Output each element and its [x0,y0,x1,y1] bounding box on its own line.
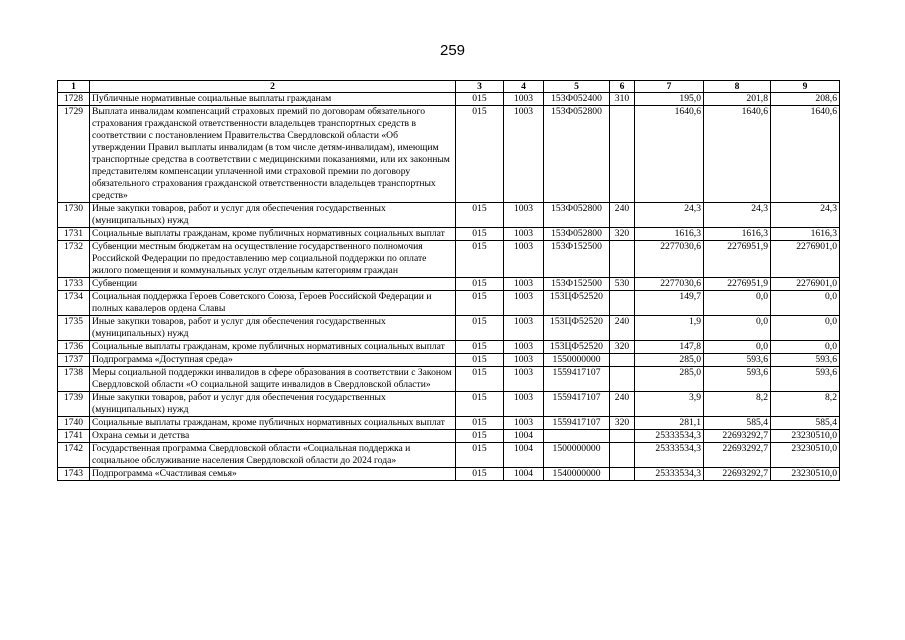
row-number-cell: 1729 [58,106,90,203]
ministry-code-cell: 015 [456,228,504,241]
description-cell: Социальные выплаты гражданам, кроме публичных нормативных социальных выплат [90,228,456,241]
table-row [58,228,840,241]
column-header: 5 [544,81,610,93]
ministry-code-cell: 015 [456,316,504,341]
table-row [58,106,840,203]
target-article-cell: 153Ф052800 [544,106,610,203]
amount-year2-cell: 593,6 [704,367,771,392]
amount-year3-cell: 2276901,0 [771,278,840,291]
ministry-code-cell: 015 [456,278,504,291]
table-row [58,417,840,430]
amount-year1-cell: 285,0 [635,354,704,367]
expense-type-cell: 320 [610,341,635,354]
column-header: 9 [771,81,840,93]
ministry-code-cell: 015 [456,241,504,278]
amount-year1-cell: 2277030,6 [635,278,704,291]
amount-year3-cell: 24,3 [771,203,840,228]
column-header: 8 [704,81,771,93]
ministry-code-cell: 015 [456,443,504,468]
section-code-cell: 1003 [504,106,544,203]
table-row [58,316,840,341]
row-number-cell: 1734 [58,291,90,316]
section-code-cell: 1003 [504,341,544,354]
amount-year3-cell: 0,0 [771,291,840,316]
expense-type-cell: 240 [610,316,635,341]
expense-type-cell [610,106,635,203]
amount-year2-cell: 22693292,7 [704,443,771,468]
ministry-code-cell: 015 [456,417,504,430]
amount-year1-cell: 281,1 [635,417,704,430]
ministry-code-cell: 015 [456,367,504,392]
row-number-cell: 1735 [58,316,90,341]
section-code-cell: 1003 [504,93,544,106]
ministry-code-cell: 015 [456,291,504,316]
amount-year3-cell: 23230510,0 [771,468,840,481]
row-number-cell: 1742 [58,443,90,468]
expense-type-cell [610,367,635,392]
amount-year2-cell: 0,0 [704,341,771,354]
section-code-cell: 1003 [504,354,544,367]
section-code-cell: 1003 [504,367,544,392]
amount-year2-cell: 593,6 [704,354,771,367]
row-number-cell: 1737 [58,354,90,367]
amount-year3-cell: 0,0 [771,341,840,354]
amount-year3-cell: 593,6 [771,367,840,392]
amount-year2-cell: 585,4 [704,417,771,430]
section-code-cell: 1003 [504,316,544,341]
expense-type-cell: 310 [610,93,635,106]
target-article-cell: 153Ф152500 [544,278,610,291]
amount-year1-cell: 2277030,6 [635,241,704,278]
table-row [58,93,840,106]
column-header: 3 [456,81,504,93]
target-article-cell: 1559417107 [544,367,610,392]
target-article-cell: 153Ф052400 [544,93,610,106]
target-article-cell: 1550000000 [544,354,610,367]
description-cell: Иные закупки товаров, работ и услуг для обеспечения государственных (муниципальных) нужд [90,316,456,341]
table-row [58,367,840,392]
description-cell: Государственная программа Свердловской области «Социальная поддержка и социальное обслуживание населения Свердловской области до 2024 года» [90,443,456,468]
table-header-row [58,81,840,93]
table-row [58,468,840,481]
column-header: 1 [58,81,90,93]
amount-year1-cell: 25333534,3 [635,430,704,443]
description-cell: Подпрограмма «Доступная среда» [90,354,456,367]
section-code-cell: 1003 [504,278,544,291]
amount-year2-cell: 24,3 [704,203,771,228]
table-row [58,341,840,354]
table-row [58,392,840,417]
expense-type-cell [610,354,635,367]
target-article-cell: 153Ф052800 [544,203,610,228]
amount-year2-cell: 0,0 [704,316,771,341]
target-article-cell: 153Ф152500 [544,241,610,278]
row-number-cell: 1728 [58,93,90,106]
amount-year1-cell: 195,0 [635,93,704,106]
row-number-cell: 1736 [58,341,90,354]
amount-year2-cell: 8,2 [704,392,771,417]
table-row [58,241,840,278]
row-number-cell: 1730 [58,203,90,228]
ministry-code-cell: 015 [456,93,504,106]
target-article-cell [544,430,610,443]
row-number-cell: 1743 [58,468,90,481]
description-cell: Выплата инвалидам компенсаций страховых премий по договорам обязательного страхования гражданской ответственности владельцев транспортных средств в соответствии с постановлением Правительства Свердловской области «Об утверждении Правил выплаты инвалидам (в том числе детям-инвалидам), имеющим транспортные средства в соответствии с медицинскими показаниями, или их законным представителям компенсации уплаченной ими страховой премии по договору обязательного страхования гражданской ответственности владельцев транспортных средств» [90,106,456,203]
ministry-code-cell: 015 [456,203,504,228]
target-article-cell: 153ЦФ52520 [544,316,610,341]
description-cell: Социальная поддержка Героев Советского Союза, Героев Российской Федерации и полных кавалеров ордена Славы [90,291,456,316]
row-number-cell: 1732 [58,241,90,278]
page-number: 259 [439,42,466,59]
table-row [58,291,840,316]
expense-type-cell: 320 [610,228,635,241]
description-cell: Иные закупки товаров, работ и услуг для обеспечения государственных (муниципальных) нужд [90,203,456,228]
expense-type-cell [610,241,635,278]
amount-year2-cell: 0,0 [704,291,771,316]
section-code-cell: 1003 [504,417,544,430]
expense-type-cell [610,430,635,443]
column-header: 2 [90,81,456,93]
section-code-cell: 1003 [504,203,544,228]
target-article-cell: 1540000000 [544,468,610,481]
amount-year3-cell: 1616,3 [771,228,840,241]
expense-type-cell: 240 [610,203,635,228]
amount-year1-cell: 147,8 [635,341,704,354]
section-code-cell: 1003 [504,228,544,241]
amount-year1-cell: 24,3 [635,203,704,228]
amount-year2-cell: 201,8 [704,93,771,106]
amount-year3-cell: 2276901,0 [771,241,840,278]
description-cell: Публичные нормативные социальные выплаты гражданам [90,93,456,106]
amount-year2-cell: 1640,6 [704,106,771,203]
section-code-cell: 1004 [504,443,544,468]
amount-year2-cell: 2276951,9 [704,278,771,291]
amount-year1-cell: 1640,6 [635,106,704,203]
section-code-cell: 1003 [504,241,544,278]
target-article-cell: 1500000000 [544,443,610,468]
table-row [58,354,840,367]
amount-year3-cell: 8,2 [771,392,840,417]
section-code-cell: 1004 [504,430,544,443]
table-row [58,430,840,443]
target-article-cell: 153ЦФ52520 [544,341,610,354]
amount-year3-cell: 1640,6 [771,106,840,203]
table-row [58,278,840,291]
amount-year1-cell: 1616,3 [635,228,704,241]
amount-year1-cell: 25333534,3 [635,443,704,468]
amount-year3-cell: 208,6 [771,93,840,106]
amount-year3-cell: 23230510,0 [771,430,840,443]
column-header: 6 [610,81,635,93]
expense-type-cell: 530 [610,278,635,291]
description-cell: Социальные выплаты гражданам, кроме публичных нормативных социальных выплат [90,341,456,354]
description-cell: Иные закупки товаров, работ и услуг для обеспечения государственных (муниципальных) нужд [90,392,456,417]
column-header: 4 [504,81,544,93]
description-cell: Социальные выплаты гражданам, кроме публичных нормативных социальных выплат [90,417,456,430]
amount-year1-cell: 25333534,3 [635,468,704,481]
amount-year2-cell: 2276951,9 [704,241,771,278]
ministry-code-cell: 015 [456,430,504,443]
row-number-cell: 1731 [58,228,90,241]
amount-year3-cell: 593,6 [771,354,840,367]
section-code-cell: 1004 [504,468,544,481]
description-cell: Подпрограмма «Счастливая семья» [90,468,456,481]
column-header: 7 [635,81,704,93]
target-article-cell: 153ЦФ52520 [544,291,610,316]
amount-year1-cell: 149,7 [635,291,704,316]
ministry-code-cell: 015 [456,468,504,481]
description-cell: Меры социальной поддержки инвалидов в сфере образования в соответствии с Законом Свердловской области «О социальной защите инвалидов в Свердловской области» [90,367,456,392]
description-cell: Охрана семьи и детства [90,430,456,443]
target-article-cell: 1559417107 [544,392,610,417]
expense-type-cell: 240 [610,392,635,417]
amount-year3-cell: 23230510,0 [771,443,840,468]
expense-type-cell: 320 [610,417,635,430]
amount-year1-cell: 1,9 [635,316,704,341]
row-number-cell: 1740 [58,417,90,430]
ministry-code-cell: 015 [456,341,504,354]
expense-type-cell [610,468,635,481]
row-number-cell: 1741 [58,430,90,443]
row-number-cell: 1739 [58,392,90,417]
target-article-cell: 153Ф052800 [544,228,610,241]
budget-table [57,80,840,481]
description-cell: Субвенции [90,278,456,291]
ministry-code-cell: 015 [456,106,504,203]
section-code-cell: 1003 [504,291,544,316]
amount-year1-cell: 3,9 [635,392,704,417]
amount-year3-cell: 0,0 [771,316,840,341]
expense-type-cell [610,291,635,316]
amount-year2-cell: 1616,3 [704,228,771,241]
ministry-code-cell: 015 [456,392,504,417]
amount-year2-cell: 22693292,7 [704,468,771,481]
row-number-cell: 1733 [58,278,90,291]
ministry-code-cell: 015 [456,354,504,367]
amount-year1-cell: 285,0 [635,367,704,392]
section-code-cell: 1003 [504,392,544,417]
amount-year3-cell: 585,4 [771,417,840,430]
amount-year2-cell: 22693292,7 [704,430,771,443]
target-article-cell: 1559417107 [544,417,610,430]
table-row [58,203,840,228]
table-row [58,443,840,468]
expense-type-cell [610,443,635,468]
row-number-cell: 1738 [58,367,90,392]
description-cell: Субвенции местным бюджетам на осуществление государственного полномочия Российской Федерации по предоставлению мер социальной поддержки по оплате жилого помещения и коммунальных услуг отдельным категориям граждан [90,241,456,278]
